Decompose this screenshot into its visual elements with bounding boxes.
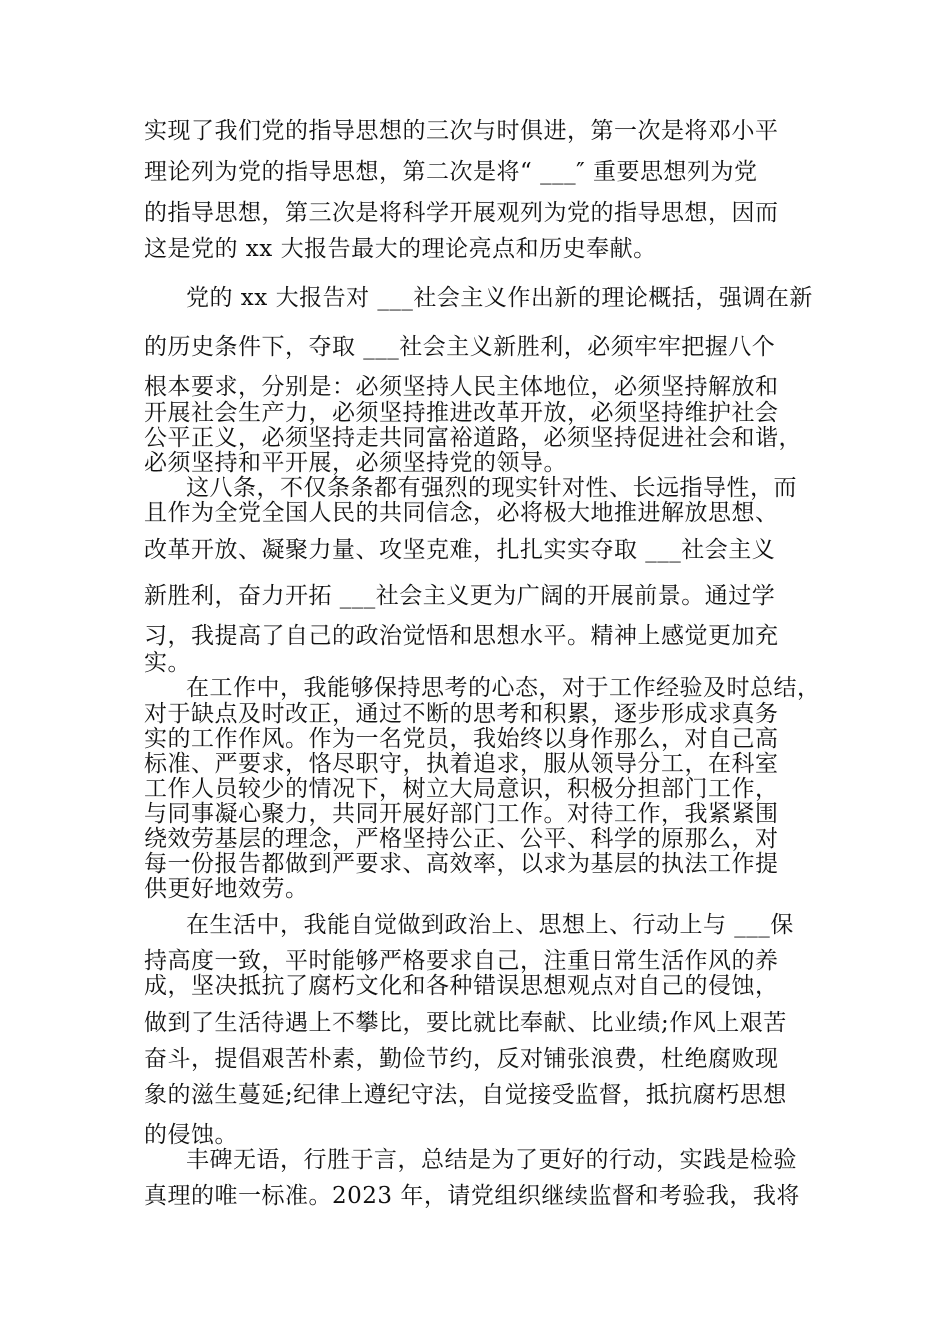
- text-line: 象的滋生蔓延;纪律上遵纪守法，自觉接受监督，抵抗腐朽思想: [144, 1082, 787, 1108]
- text-line: 根本要求，分别是：必须坚持人民主体地位，必须坚持解放和: [144, 374, 779, 400]
- text-line: 真理的唯一标准。2023 年，请党组织继续监督和考验我，我将: [144, 1183, 800, 1209]
- text-line: 这是党的 xx 大报告最大的理论亮点和历史奉献。: [144, 236, 657, 262]
- text-line: 的侵蚀。: [144, 1122, 238, 1148]
- text-line: 绕效劳基层的理念，严格坚持公正、公平、科学的原那么，对: [144, 826, 779, 852]
- text-line: 丰碑无语，行胜于言，总结是为了更好的行动，实践是检验: [186, 1147, 797, 1173]
- text-line: 持高度一致，平时能够严格要求自己，注重日常生活作风的养: [144, 948, 779, 974]
- text-line: 在生活中，我能自觉做到政治上、思想上、行动上与 ___保: [186, 912, 794, 938]
- text-line: 改革开放、凝聚力量、攻坚克难，扎扎实实夺取 ___社会主义: [144, 537, 776, 563]
- text-line: 在工作中，我能够保持思考的心态，对于工作经验及时总结，: [186, 675, 821, 701]
- text-line: 做到了生活待遇上不攀比，要比就比奉献、比业绩;作风上艰苦: [144, 1010, 787, 1036]
- text-line: 习，我提高了自己的政治觉悟和思想水平。精神上感觉更加充: [144, 623, 779, 649]
- text-line: 理论列为党的指导思想，第二次是将“ ___″ 重要思想列为党: [144, 159, 758, 185]
- text-line: 对于缺点及时改正，通过不断的思考和积累，逐步形成求真务: [144, 701, 779, 727]
- text-line: 工作人员较少的情况下，树立大局意识，积极分担部门工作，: [144, 776, 779, 802]
- text-line: 的历史条件下，夺取 ___社会主义新胜利，必须牢牢把握八个: [144, 334, 776, 360]
- text-line: 党的 xx 大报告对 ___社会主义作出新的理论概括，强调在新: [186, 285, 813, 311]
- text-line: 成，坚决抵抗了腐朽文化和各种错误思想观点对自己的侵蚀，: [144, 973, 779, 999]
- text-line: 标准、严要求，恪尽职守，执着追求，服从领导分工，在科室: [144, 751, 779, 777]
- text-line: 这八条，不仅条条都有强烈的现实针对性、长远指导性，而: [186, 475, 797, 501]
- text-line: 且作为全党全国人民的共同信念，必将极大地推进解放思想、: [144, 500, 779, 526]
- text-line: 实现了我们党的指导思想的三次与时俱进，第一次是将邓小平: [144, 118, 779, 144]
- text-line: 奋斗，提倡艰苦朴素，勤俭节约，反对铺张浪费，杜绝腐败现: [144, 1046, 779, 1072]
- text-line: 供更好地效劳。: [144, 876, 309, 902]
- text-line: 新胜利，奋力开拓 ___社会主义更为广阔的开展前景。通过学: [144, 583, 776, 609]
- text-line: 实。: [144, 650, 191, 676]
- text-line: 开展社会生产力，必须坚持推进改革开放，必须坚持维护社会: [144, 400, 779, 426]
- text-line: 每一份报告都做到严要求、高效率，以求为基层的执法工作提: [144, 851, 779, 877]
- text-line: 的指导思想，第三次是将科学开展观列为党的指导思想，因而: [144, 200, 779, 226]
- text-line: 必须坚持和平开展，必须坚持党的领导。: [144, 450, 567, 476]
- text-line: 与同事凝心聚力，共同开展好部门工作。对待工作，我紧紧围: [144, 801, 779, 827]
- text-line: 公平正义，必须坚持走共同富裕道路，必须坚持促进社会和谐，: [144, 425, 802, 451]
- text-line: 实的工作作风。作为一名党员，我始终以身作那么，对自己高: [144, 726, 779, 752]
